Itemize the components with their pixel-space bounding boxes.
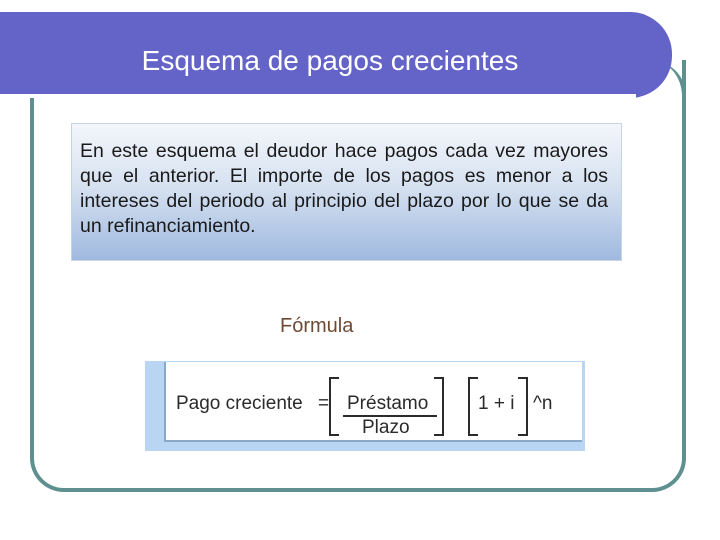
slide-title: Esquema de pagos crecientes [141,45,519,76]
formula-numerator: Préstamo [347,393,429,414]
description-text: En este esquema el deudor hace pagos cada vez mayores que el anterior. El importe de los pagos es menor a los intereses del periodo al principio del plazo por lo que se da un refinanciamiento. [80,140,608,237]
title-underline [0,94,636,98]
formula-equals: = [318,393,330,414]
formula-lhs: Pago creciente [176,393,303,414]
right-bracket-2 [518,377,528,436]
formula-denominator: Plazo [362,417,410,438]
formula-factor: 1 + i [478,393,515,414]
left-bracket-1 [329,377,339,436]
right-bracket-1 [434,377,444,436]
formula-label: Fórmula [280,315,354,337]
left-bracket-2 [468,377,478,436]
formula-exponent: ^n [533,393,553,414]
